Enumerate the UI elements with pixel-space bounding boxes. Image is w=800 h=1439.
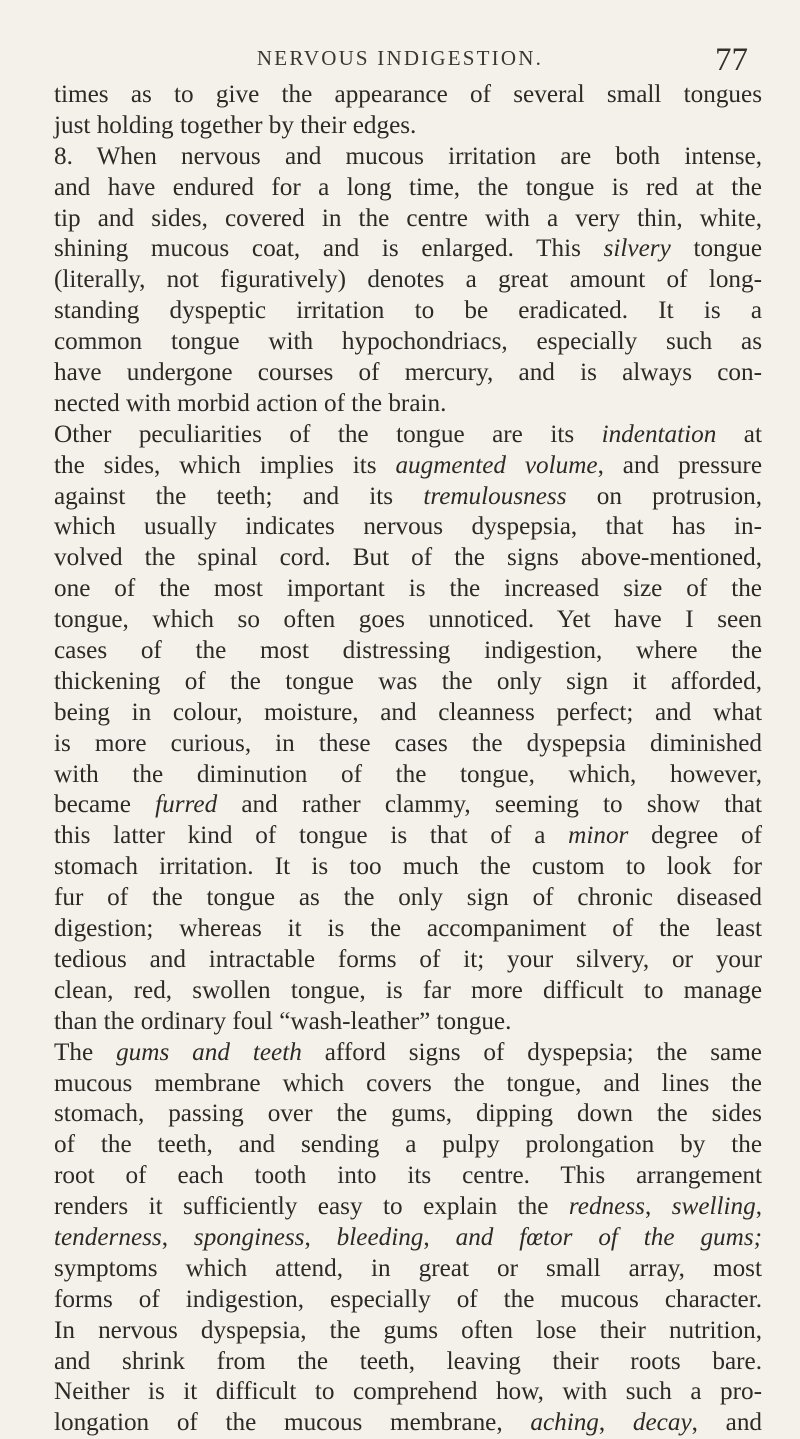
text-segment: tongue [670,235,763,263]
text-segment: of the teeth, and sending a pulpy prolongation by the [54,1131,762,1159]
text-line [54,945,762,976]
text-segment: and rather clammy, seeming to show that [217,791,762,819]
text-line [54,698,762,729]
text-segment: forms of indigestion, especially of the mucous character. [54,1285,762,1313]
text-segment: than the ordinary foul “wash-leather” tongue. [54,1007,512,1035]
italic-text: silvery [603,235,671,263]
text-segment: In nervous dyspepsia, the gums often lose their nutrition, [54,1316,762,1344]
italic-text: redness [568,1193,645,1221]
text-line [54,204,762,235]
text-segment: on protrusion, [566,482,762,510]
text-line [54,1223,762,1254]
text-segment: , and pressure [597,451,762,479]
italic-text: gums and teeth [116,1038,302,1066]
text-line [54,358,762,389]
text-line [54,1408,762,1439]
text-line [54,1161,762,1192]
text-line [54,821,762,852]
text-segment: one of the most important is the increased size of the [54,575,762,603]
text-segment: the sides, which implies its [54,451,396,479]
text-line [54,80,762,111]
text-line [54,667,762,698]
text-line [54,1316,762,1347]
italic-text: aching [530,1409,599,1437]
text-line [54,1038,762,1069]
text-segment: thickening of the tongue was the only sign it afforded, [54,667,762,695]
text-segment: clean, red, swollen tongue, is far more difficult to manage [54,976,762,1004]
text-segment: renders it sufficiently easy to explain the [54,1193,569,1221]
text-line [54,1377,762,1408]
text-segment: just holding together by their edges. [54,111,417,139]
text-segment: against the teeth; and its [54,482,424,510]
text-line [54,1007,762,1038]
text-line [54,1254,762,1285]
text-line [54,1192,762,1223]
text-line [54,482,762,513]
text-segment: 8. When nervous and mucous irritation are both intense, [54,142,762,170]
text-segment: common tongue with hypochondriacs, especially such as [54,328,762,356]
text-segment: stomach irritation. It is too much the custom to look for [54,853,762,881]
running-title: NERVOUS INDIGESTION. [256,46,544,70]
text-segment: tip and sides, covered in the centre with a very thin, white, [54,204,762,232]
text-segment: standing dyspeptic irritation to be eradicated. It is a [54,297,762,325]
text-segment: longation of the mucous membrane, [54,1409,531,1437]
text-line [54,451,762,482]
text-line [54,173,762,204]
text-segment: Neither is it difficult to comprehend how, with such a pro- [54,1378,762,1406]
italic-text: tremulousness [423,482,567,510]
text-segment: at [716,420,762,448]
text-segment: mucous membrane which covers the tongue, and lines the [54,1069,762,1097]
text-line [54,327,762,358]
italic-text: tenderness [54,1223,162,1251]
text-segment: , [598,1409,633,1437]
text-segment: Other peculiarities of the tongue are its [54,420,602,448]
text-segment: shining mucous coat, and is enlarged. This [54,235,604,263]
text-segment: root of each tooth into its centre. This arrangement [54,1162,762,1190]
italic-text: indentation [601,420,717,448]
text-segment: cases of the most distressing indigestion, where the [54,637,762,665]
text-segment: have undergone courses of mercury, and is always con- [54,359,762,387]
text-line [54,790,762,821]
italic-text: and fœtor of the gums; [455,1223,763,1251]
text-segment: , and [691,1409,763,1437]
text-segment: (literally, not figuratively) denotes a great amount of long- [54,266,762,294]
text-line [54,1099,762,1130]
text-segment: degree of [628,822,762,850]
text-line [54,111,762,142]
text-line [54,852,762,883]
italic-text: bleeding [336,1223,424,1251]
text-line [54,234,762,265]
text-line [54,914,762,945]
text-segment: which usually indicates nervous dyspepsia, that has in- [54,513,762,541]
running-head [0,42,800,82]
text-segment: and shrink from the teeth, leaving their roots bare. [54,1347,762,1375]
italic-text: augmented volume [395,451,598,479]
text-line [54,605,762,636]
text-segment: became [54,791,156,819]
italic-text: decay [632,1409,692,1437]
text-line [54,1069,762,1100]
text-line [54,636,762,667]
italic-text: swelling [671,1193,756,1221]
text-segment: times as to give the appearance of several small tongues [54,81,762,108]
text-line [54,729,762,760]
text-segment: and have endured for a long time, the tongue is red at the [54,173,762,201]
italic-text: minor [568,822,629,850]
italic-text: sponginess [193,1223,305,1251]
text-segment: , [644,1193,672,1221]
text-segment: , [755,1193,762,1221]
text-line [54,1347,762,1378]
text-segment: volved the spinal cord. But of the signs above-mentioned, [54,544,762,572]
text-segment: symptoms which attend, in great or small array, most [54,1254,762,1282]
text-line [54,420,762,451]
body-text [54,80,762,1439]
text-segment: with the diminution of the tongue, which, however, [54,760,762,788]
text-segment: digestion; whereas it is the accompaniment of the least [54,915,762,943]
text-segment: is more curious, in these cases the dyspepsia diminished [54,729,762,757]
text-line [54,265,762,296]
text-segment: being in colour, moisture, and cleanness perfect; and what [54,698,762,726]
text-line [54,574,762,605]
text-line [54,1285,762,1316]
text-segment: fur of the tongue as the only sign of chronic diseased [54,884,762,912]
text-segment: tongue, which so often goes unnoticed. Yet have I seen [54,606,762,634]
text-segment: The [54,1038,117,1066]
text-line [54,512,762,543]
text-line [54,142,762,173]
text-line [54,296,762,327]
text-segment: , [304,1223,337,1251]
page-number: 77 [715,42,748,78]
text-segment: afford signs of dyspepsia; the same [301,1038,762,1066]
text-segment: nected with morbid action of the brain. [54,389,447,417]
text-segment: tedious and intractable forms of it; your silvery, or your [54,945,762,973]
text-line [54,389,762,420]
text-line [54,543,762,574]
text-line [54,883,762,914]
text-segment: stomach, passing over the gums, dipping down the sides [54,1100,762,1128]
text-segment: this latter kind of tongue is that of a [54,822,569,850]
text-line [54,1130,762,1161]
text-line [54,760,762,791]
text-line [54,976,762,1007]
italic-text: furred [155,791,218,819]
text-segment: , [161,1223,194,1251]
text-segment: , [423,1223,456,1251]
